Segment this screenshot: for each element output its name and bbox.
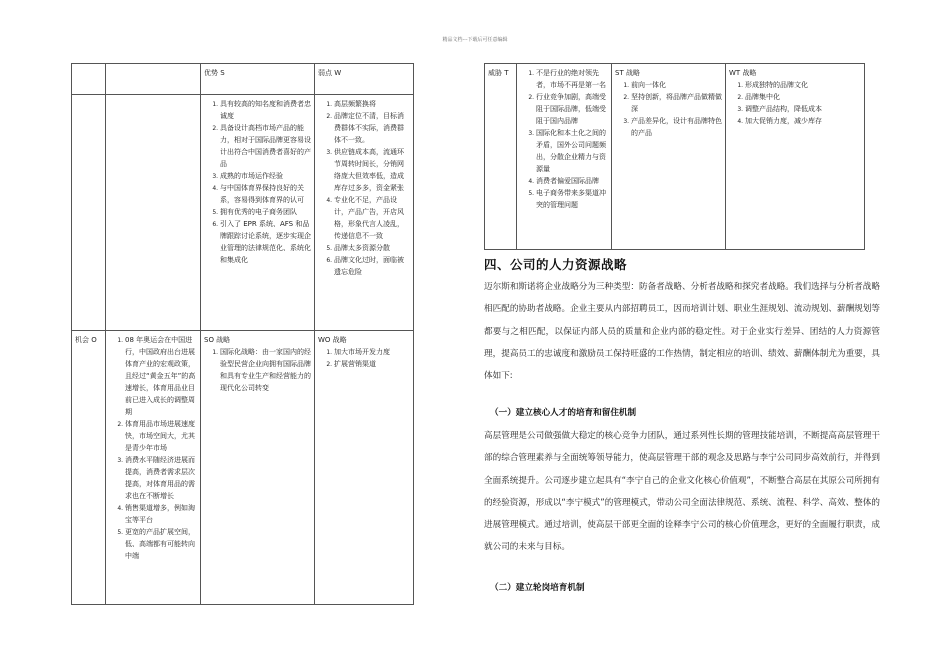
subsection-body-1 [484,425,880,559]
swot-table-right [484,63,865,250]
section-intro [484,276,880,387]
list-item: 2. 坚持创新，将品牌产品做精做深 [631,91,722,115]
threat-label: 威胁 T [485,64,517,250]
list-item: 3. 供应链成本高，流通环节周转时间长，分销网络庞大但效率低，造成库存过多多，资金紧张 [334,146,410,194]
list-item: 6. 品牌文化过时，面临被遗忘危险 [334,254,410,278]
so-strategy-cell [201,331,315,605]
list-item: 2. 品牌定位不清，目标消费群体不实际，消费群体不一致。 [334,110,410,146]
list-item: 2. 行业竞争加剧，高端受阻于国际品牌，低端受阻于国内品牌 [536,91,608,127]
list-item: 3. 消费水平随经济进展而提高，消费者需求层次提高，对体育用品的需求也在不断增长 [125,454,197,502]
list-item: 3. 成熟的市场运作经验 [220,170,311,182]
list-item: 5. 品牌太多资源分散 [334,242,410,254]
strength-header: 优势 S [201,64,315,95]
list-item: 3. 国际化和本土化之间的矛盾，国外公司问题频出，分散企业精力与资源量 [536,127,608,175]
list-item: 4. 消费者偏爱国际品牌 [536,175,608,187]
list-item: 3. 产品差异化，设计有品牌特色的产品 [631,115,722,139]
swot-threat-row [485,64,865,250]
list-item: 3. 调整产品结构，降低成本 [745,103,861,115]
list-item: 1. 前向一体化 [631,79,722,91]
list-item: 5. 拥有优秀的电子商务团队 [220,206,311,218]
list-item: 4. 销售渠道增多，例如淘宝等平台 [125,502,197,526]
swot-table-left [71,63,414,605]
so-strategy-list [204,346,311,394]
empty-cell [106,64,201,95]
subsection-title-1: （一）建立核心人才的培育和留住机制 [490,408,637,418]
wt-strategy-cell [726,64,865,250]
weakness-header: 弱点 W [315,64,414,95]
empty-cell [72,95,106,331]
intro-paragraph: 迈尔斯和斯诺将企业战略分为三种类型：防备者战略、分析者战略和探究者战略。我们选择与分析者战略相匹配的协助者战略。企业主要从内部招聘员工，因而培训计划、职业生涯规划、流动规划、薪酬规划等都要与之相匹配，以保证内部人员的质量和企业内部的稳定性。对于企业实行差异、团结的人力资源管理，提高员工的忠诚度和激励员工保持旺盛的工作热情，制定相应的培训、绩效、薪酬体制尤为重要，具体如下: [484,282,880,382]
list-item: 2. 扩展营销渠道 [334,358,410,370]
opportunity-label: 机会 O [72,331,106,605]
st-strategy-title: ST 战略 [615,69,640,77]
so-strategy-title: SO 战略 [204,336,231,344]
list-item: 5. 电子商务带来多渠道冲突的管理问题 [536,187,608,211]
swot-header-row [72,64,414,95]
wt-strategy-title: WT 战略 [729,69,757,77]
threats-list [520,67,608,211]
list-item: 1. 形成独特的品牌文化 [745,79,861,91]
swot-internal-row [72,95,414,331]
list-item: 5. 更宽的产品扩展空间，低、高端都有可能转向中端 [125,526,197,562]
list-item: 1. 不是行业的绝对领先者，市场不再是第一名 [536,67,608,91]
weaknesses-cell [315,95,414,331]
strengths-cell [201,95,315,331]
empty-cell [72,64,106,95]
list-item: 4. 专业化不足，产品设计，产品广告，开店风格，形象代言人凌乱，传递信息不一致 [334,194,410,242]
list-item: 1. 08 年奥运会在中国进行，中国政府出台进展体育产业的宏观政策，且经过“黄金五年”的高速增长，体育用品业目前已进入成长的调整周期 [125,334,197,418]
opportunities-cell [106,331,201,605]
wo-strategy-cell [315,331,414,605]
st-strategy-list [615,79,722,139]
list-item: 2. 具备设计高档市场产品的能力，相对于国际品牌更容易设计出符合中国消费者喜好的产品 [220,122,311,170]
list-item: 6. 引入了 EPR 系统、AFS 和品牌跟踪讨论系统，逐步实现企业管理的法律规范化、系统化和集成化 [220,218,311,266]
wo-strategy-list [318,346,410,370]
swot-opportunity-row [72,331,414,605]
opportunities-list [109,334,197,562]
list-item: 2. 体育用品市场进展速度快，市场空间大，尤其是青少年市场 [125,418,197,454]
header-watermark: 精品文档---下载后可任意编辑 [442,37,508,43]
section-title: 四、公司的人力资源战略 [484,257,628,272]
wo-strategy-title: WO 战略 [318,336,347,344]
list-item: 1. 高层频繁换将 [334,98,410,110]
empty-cell [106,95,201,331]
st-strategy-cell [612,64,726,250]
list-item: 4. 与中国体育界保持良好的关系，容易得到体育界的认可 [220,182,311,206]
wt-strategy-list [729,79,861,127]
list-item: 1. 具有较高的知名度和消费者忠诚度 [220,98,311,122]
sub1-paragraph: 高层管理是公司做强做大稳定的核心竞争力团队，通过系列性长期的管理技能培训，不断提高高层管理干部的综合管理素养与全面统筹领导能力，使高层管理干部的观念及思路与李宁公司同步高效前行，并得到全面系统提升。公司逐步建立起具有“李宁自己的企业文化核心价值观”，不断整合高层在其原公司所拥有的经验资源，形成以“李宁模式”的管理模式，带动公司全面法律规范、系统、流程、科学、高效、整体的进展管理模式。通过培训，使高层干部更全面的诠释李宁公司的核心价值理念，更好的全面履行职责，成就公司的未来与目标。 [484,431,880,553]
list-item: 1. 国际化战略：由一家国内的经验型民营企业向拥有国际品牌和具有专业生产和经营能力的现代化公司转变 [220,346,311,394]
threats-cell [517,64,612,250]
list-item: 4. 加大促销力度，减少库存 [745,115,861,127]
list-item: 1. 加大市场开发力度 [334,346,410,358]
strengths-list [204,98,311,266]
list-item: 2. 品牌集中化 [745,91,861,103]
subsection-title-2: （二）建立轮岗培育机制 [490,583,585,593]
weaknesses-list [318,98,410,278]
